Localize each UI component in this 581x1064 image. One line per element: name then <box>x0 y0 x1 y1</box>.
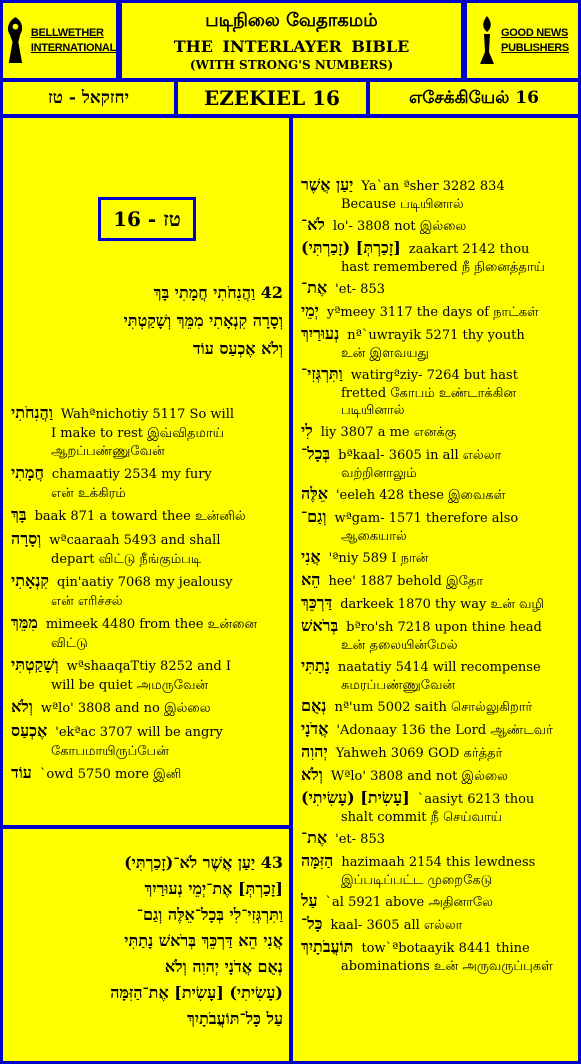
gloss-line: `owd 5750 more இனி <box>39 767 182 782</box>
verse-43-line: וַתִּרְגְּזִי־לִי בְּכָל־אֵלֶּה וְגַם־ <box>136 905 283 924</box>
gloss-line: bªkaal- 3605 in all எல்லா <box>338 448 502 463</box>
chapter-label: טז - 16 <box>113 207 181 231</box>
hebrew-word: הַזִּמָּה <box>301 851 334 870</box>
word-entry <box>301 614 573 654</box>
left-logo-line1: BELLWETHER <box>30 26 104 39</box>
gloss-line: `aasiyt 6213 thou <box>417 792 535 807</box>
gloss-continuation: abominations உன் அருவருப்புகள் <box>341 959 553 974</box>
gloss-line: `al 5921 above அதினாலே <box>325 895 493 910</box>
right-logo-line1: GOOD NEWS <box>501 26 569 39</box>
hebrew-word: מִמֵּךְ <box>11 613 38 632</box>
word-entry <box>301 740 573 763</box>
hebrew-word: לֹא־ <box>301 215 325 234</box>
hebrew-word: אֶת־ <box>301 278 328 297</box>
word-entry <box>301 276 573 299</box>
hebrew-word: בְּכָל־ <box>301 444 331 463</box>
word-entry <box>301 362 573 419</box>
gloss-continuation: fretted கோபம் உண்டாக்கின <box>341 386 516 401</box>
hebrew-word: וְסָרָה <box>11 529 42 548</box>
word-entry <box>301 442 573 482</box>
gloss-line: wªcaaraah 5493 and shall <box>49 533 221 548</box>
gloss-continuation: hast remembered நீ நினைத்தாய் <box>341 260 545 275</box>
hebrew-word: וַתִּרְגְּזִי־ <box>301 364 343 383</box>
word-entry <box>11 527 283 569</box>
word-entry <box>11 719 283 761</box>
gloss-line: Yahweh 3069 GOD கர்த்தர் <box>335 746 503 761</box>
gloss-line: naatatiy 5414 will recompense <box>337 660 541 675</box>
gloss-line: wªlo' 3808 and no இல்லை <box>40 701 211 716</box>
hebrew-word: וְגַם־ <box>301 507 327 526</box>
left-upper-panel <box>0 115 292 828</box>
verse-43-line: [זָכַרְתְּ] אֶת־יְמֵי נְעוּרַיִךְ <box>144 879 283 898</box>
gloss-continuation: படியினால் <box>341 403 405 418</box>
gloss-continuation: விட்டு <box>51 636 88 651</box>
hebrew-word: קִנְאָתִי <box>11 571 49 590</box>
word-entry <box>301 419 573 442</box>
hebrew-word: אֶכְעַס <box>11 721 48 740</box>
right-logo-line2: PUBLISHERS <box>501 41 569 54</box>
torch-logo-icon <box>476 14 498 68</box>
bar-english: EZEKIEL 16 <box>204 86 340 110</box>
gloss-continuation: I make to rest இவ்விதமாய் <box>51 426 224 441</box>
word-entry <box>11 653 283 695</box>
hebrew-word: נְאֻם <box>301 696 327 715</box>
bar-english-box <box>175 79 369 117</box>
hebrew-word: וְלֹא <box>11 697 33 716</box>
hebrew-word: בָּךְ <box>11 505 27 524</box>
left-word-list <box>11 401 283 785</box>
gloss-continuation: கோபமாயிருப்பேன் <box>51 744 169 759</box>
gloss-continuation: சுமரப்பண்ணுவேன் <box>341 678 456 693</box>
chapter-box <box>98 197 196 241</box>
word-entry <box>301 568 573 591</box>
gloss-line: yªmeey 3117 the days of நாட்கள் <box>326 305 539 320</box>
hebrew-word: לִי <box>301 421 313 440</box>
gloss-continuation: shalt commit நீ செய்வாய் <box>341 810 502 825</box>
gloss-line: nª`uwrayik 5271 thy youth <box>347 328 525 343</box>
ram-logo-icon <box>3 14 28 68</box>
word-entry <box>301 935 573 975</box>
gloss-line: mimeek 4480 from thee உன்னை <box>45 617 257 632</box>
title-subtitle: (WITH STRONG'S NUMBERS) <box>189 58 394 72</box>
verse-43-line: 43 יַעַן אֲשֶׁר לֹא־(זָכַרְתִּי) <box>124 853 283 872</box>
hebrew-word: בְּרֹאשׁ <box>301 616 339 635</box>
hebrew-word: אֵלֶּה <box>301 484 328 503</box>
bar-hebrew-box <box>0 79 177 117</box>
gloss-line: 'Adonaay 136 the Lord ஆண்டவர் <box>336 723 553 738</box>
gloss-line: zaakart 2142 thou <box>408 242 530 257</box>
word-entry <box>301 889 573 912</box>
hebrew-word: נְעוּרַיִךְ <box>301 324 340 343</box>
word-entry <box>301 717 573 740</box>
hebrew-word: דַּרְכֵּךְ <box>301 593 333 612</box>
word-entry <box>301 505 573 545</box>
gloss-continuation: will be quiet அமருவேன் <box>51 678 209 693</box>
word-entry <box>301 545 573 568</box>
gloss-continuation: ஆகையால் <box>341 529 407 544</box>
gloss-line: liy 3807 a me எனக்கு <box>320 425 457 440</box>
gloss-continuation: வற்றினாலும் <box>341 466 417 481</box>
word-entry <box>301 826 573 849</box>
bar-hebrew: יחזקאל - טז <box>47 88 130 108</box>
gloss-continuation: depart விட்டு நீங்கும்படி <box>51 552 202 567</box>
hebrew-word: הֵא <box>301 570 321 589</box>
hebrew-word: עוֹד <box>11 763 32 782</box>
hebrew-word: יְהוִה <box>301 742 328 761</box>
word-entry <box>11 503 283 527</box>
header-left-logo-box <box>0 0 119 81</box>
word-entry <box>11 761 283 785</box>
gloss-line: Wahªnichotiy 5117 So will <box>60 407 235 422</box>
gloss-line: Wªlo' 3808 and not இல்லை <box>330 769 508 784</box>
right-panel <box>290 115 581 1064</box>
gloss-line: 'eeleh 428 these இவைகள் <box>335 488 506 503</box>
word-entry <box>301 173 573 213</box>
verse-43 <box>7 853 283 1035</box>
gloss-line: 'et- 853 <box>335 832 385 847</box>
word-entry <box>301 591 573 614</box>
word-entry <box>11 401 283 461</box>
hebrew-word: אֲנִי <box>301 547 321 566</box>
hebrew-word: וְשָׁקַטְתִּי <box>11 655 59 674</box>
gloss-line: qin'aatiy 7068 my jealousy <box>57 575 233 590</box>
word-entry <box>301 482 573 505</box>
bar-tamil-box <box>367 79 581 117</box>
gloss-line: tow`ªbotaayik 8441 thine <box>361 941 530 956</box>
header-title-box <box>119 0 464 81</box>
header-right-logo-box <box>464 0 581 81</box>
verse-42-line: וְלֹא אֶכְעַס עוֹד <box>192 339 283 358</box>
verse-42 <box>7 283 283 367</box>
word-entry <box>11 461 283 503</box>
gloss-line: 'et- 853 <box>335 282 385 297</box>
word-entry <box>301 694 573 717</box>
title-english: THE INTERLAYER BIBLE <box>173 37 410 56</box>
hebrew-word: תּוֹעֲבֹתָיִךְ <box>301 937 354 956</box>
hebrew-word: וְלֹא <box>301 765 323 784</box>
word-entry <box>301 299 573 322</box>
gloss-line: darkeek 1870 thy way உன் வழி <box>340 597 545 612</box>
gloss-continuation: இப்படிப்பட்ட முறைகேடு <box>341 873 493 888</box>
right-word-list <box>301 173 573 975</box>
gloss-line: lo'- 3808 not இல்லை <box>332 219 467 234</box>
gloss-continuation: உன் இளவயது <box>341 346 429 361</box>
left-lower-panel <box>0 826 292 1064</box>
word-entry <box>301 236 573 276</box>
hebrew-word: כָּל־ <box>301 914 323 933</box>
gloss-continuation: Because படியினால் <box>341 197 464 212</box>
word-entry <box>301 912 573 935</box>
word-entry <box>301 786 573 826</box>
gloss-line: nª'um 5002 saith சொல்லுகிறார் <box>334 700 533 715</box>
bar-tamil: எசேக்கியேல் 16 <box>409 88 539 108</box>
gloss-line: watirgªziy- 7264 but hast <box>350 368 518 383</box>
hebrew-word: וַהֲנִחֹתִי <box>11 403 53 422</box>
hebrew-word: [זָכַרְתְּ] (זָכַרְתִּי) <box>301 238 401 257</box>
word-entry <box>301 654 573 694</box>
gloss-line: 'ªniy 589 I நான் <box>328 551 429 566</box>
verse-43-line: נְאֻם אֲדֹנָי יְהוִה וְלֹא <box>164 957 283 976</box>
gloss-line: kaal- 3605 all எல்லா <box>330 918 463 933</box>
gloss-line: bªro'sh 7218 upon thine head <box>346 620 542 635</box>
hebrew-word: אֲדֹנָי <box>301 719 329 738</box>
gloss-continuation: என் உக்கிரம் <box>51 486 126 501</box>
left-logo-line2: INTERNATIONAL <box>30 41 116 54</box>
word-entry <box>301 213 573 236</box>
gloss-line: hee' 1887 behold இதோ <box>328 574 484 589</box>
gloss-line: wªshaaqaTtiy 8252 and I <box>66 659 231 674</box>
gloss-line: chamaatiy 2534 my fury <box>51 467 212 482</box>
gloss-line: hazimaah 2154 this lewdness <box>341 855 536 870</box>
gloss-line: baak 871 a toward thee உன்னில் <box>34 509 246 524</box>
gloss-continuation: உன் தலையின்மேல் <box>341 638 458 653</box>
word-entry <box>11 695 283 719</box>
verse-43-line: עַל כָּל־תּוֹעֲבֹתָיִךְ <box>187 1009 283 1028</box>
word-entry <box>11 569 283 611</box>
verse-42-line: וְסָרָה קִנְאָתִי מִמֵּךְ וְשָׁקַטְתִּי <box>123 311 283 330</box>
hebrew-word: עַל <box>301 891 318 910</box>
gloss-line: wªgam- 1571 therefore also <box>334 511 519 526</box>
hebrew-word: חֲמָתִי <box>11 463 44 482</box>
verse-43-line: אֲנִי הֵא דַּרְכֵּךְ בְּרֹאשׁ נָתַתִּי <box>124 931 283 950</box>
word-entry <box>11 611 283 653</box>
gloss-line: 'ekªac 3707 will be angry <box>55 725 223 740</box>
hebrew-word: אֶת־ <box>301 828 328 847</box>
gloss-continuation: ஆறப்பண்ணுவேன் <box>51 444 165 459</box>
gloss-line: Ya`an ªsher 3282 834 <box>361 179 505 194</box>
hebrew-word: יְמֵי <box>301 301 319 320</box>
word-entry <box>301 849 573 889</box>
verse-42-line: 42 וַהֲנִחֹתִי חֲמָתִי בָּךְ <box>153 283 283 302</box>
word-entry <box>301 322 573 362</box>
word-entry <box>301 763 573 786</box>
verse-43-line: (עָשִׂיתִי) [עָשִׂית] אֶת־הַזִּמָּה <box>110 983 283 1002</box>
hebrew-word: [עָשִׂית] (עָשִׂיתִי) <box>301 788 410 807</box>
title-tamil: படிநிலை வேதாகமம் <box>205 10 378 31</box>
hebrew-word: יַעַן אֲשֶׁר <box>301 175 354 194</box>
gloss-continuation: என் எரிச்சல் <box>51 594 123 609</box>
hebrew-word: נָתַתִּי <box>301 656 330 675</box>
